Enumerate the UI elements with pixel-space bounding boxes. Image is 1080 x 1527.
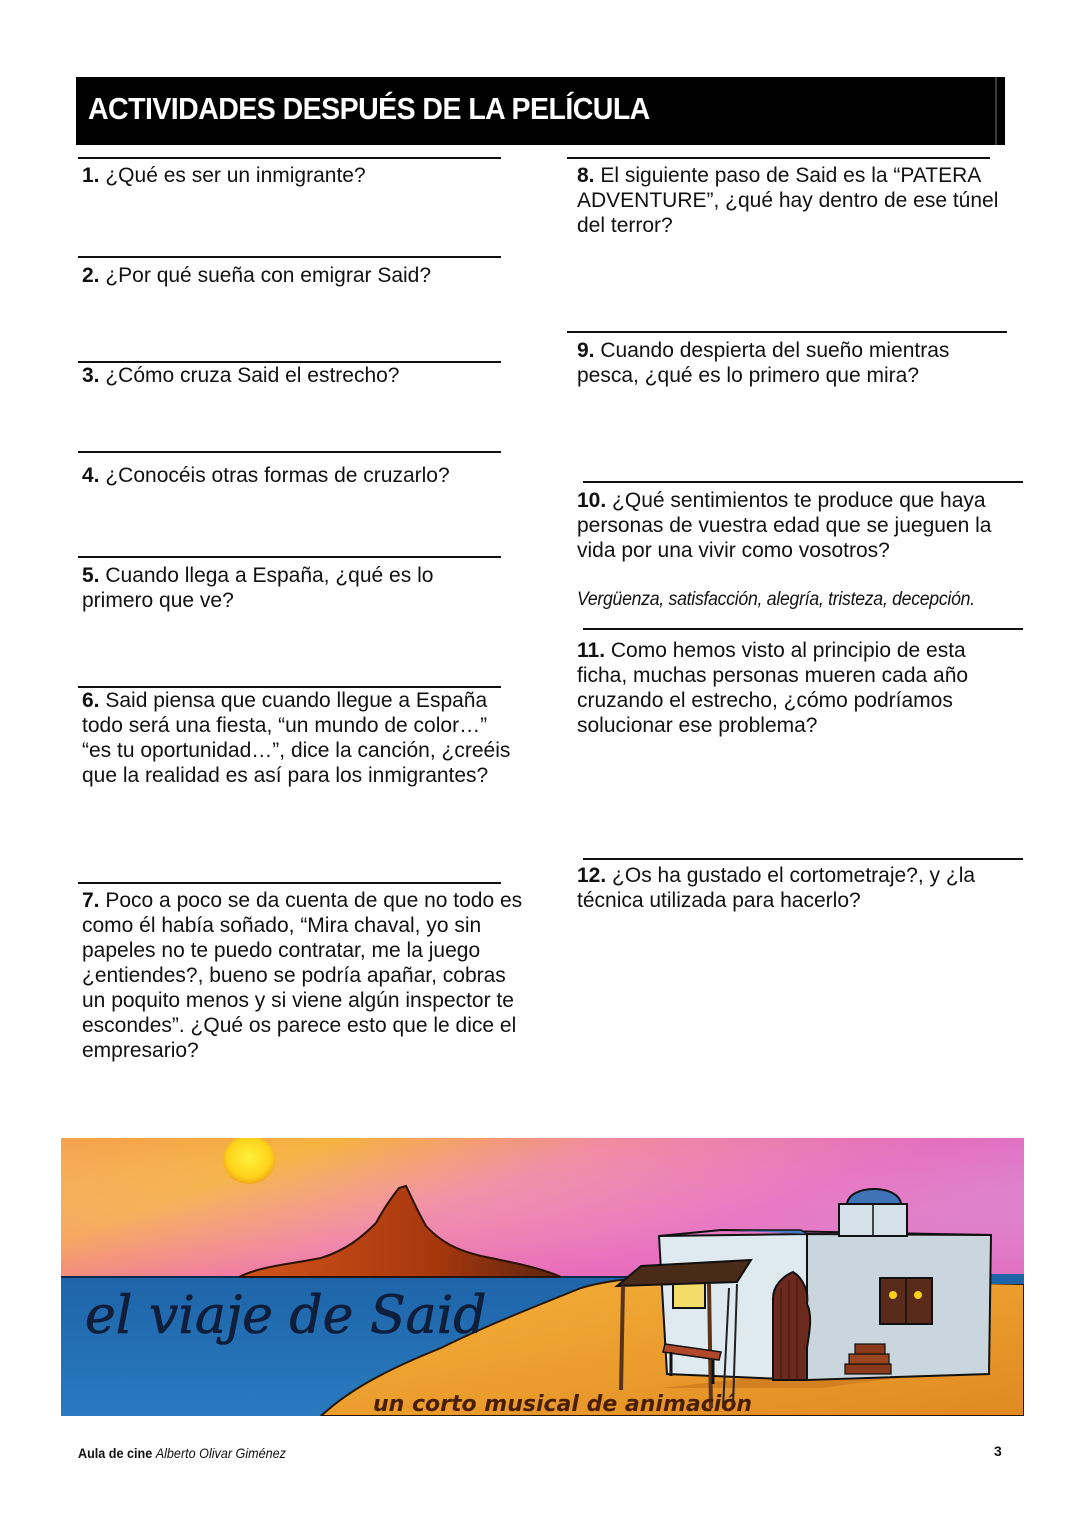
divider-q9 — [567, 331, 1007, 333]
section-header — [76, 77, 1005, 145]
question-12: 12. ¿Os ha gustado el cortometraje?, y ¿la técnica utilizada para hacerlo? — [577, 864, 976, 912]
footer-series: Aula de cine — [78, 1445, 153, 1461]
question-10: 10. ¿Qué sentimientos te produce que haya personas de vuestra edad que se jueguen la vida por una vivir como vosotros? Vergüenza, satisfacción, alegría, tristeza, decepción. — [577, 488, 1027, 612]
page-number: 3 — [994, 1443, 1002, 1459]
divider-q10 — [583, 481, 1023, 483]
section-title: ACTIVIDADES DESPUÉS DE LA PELÍCULA — [88, 91, 650, 126]
divider-q8 — [567, 157, 990, 159]
question-7: 7. Poco a poco se da cuenta de que no todo es como él había soñado, “Mira chaval, yo sin papeles no te puedo contratar, me la juego ¿entiendes?, bueno se podría apañar, cobras un poquito menos y si viene algún inspector te escondes”. ¿Qué os parece esto que le dice el empresario? — [82, 889, 523, 1062]
divider-q11 — [583, 628, 1023, 630]
banner-subtitle: un corto musical de animación — [373, 1392, 753, 1416]
question-11: 11. Como hemos visto al principio de esta ficha, muchas personas mueren cada año cruzando el estrecho, ¿cómo podríamos solucionar ese problema? — [577, 639, 969, 737]
footer-credit — [78, 1445, 286, 1461]
question-6: 6. Said piensa que cuando llegue a España todo será una fiesta, “un mundo de color…” “es tu oportunidad…”, dice la canción, ¿creéis que la realidad es así para los inmigrantes? — [82, 689, 511, 787]
house-door — [773, 1272, 810, 1380]
question-3: 3. ¿Cómo cruza Said el estrecho? — [82, 364, 400, 387]
question-2: 2. ¿Por qué sueña con emigrar Said? — [82, 264, 432, 287]
movie-banner-illustration — [61, 1138, 1024, 1416]
question-5: 5. Cuando llega a España, ¿qué es lo primero que ve? — [82, 564, 434, 612]
header-edge-divider — [995, 77, 997, 145]
sun-icon — [223, 1138, 275, 1184]
feelings-hint: Vergüenza, satisfacción, alegría, tristeza, decepción. — [577, 589, 975, 610]
divider-q5 — [78, 556, 501, 558]
divider-q12 — [583, 858, 1023, 860]
divider-q4 — [78, 451, 501, 453]
banner-title: el viaje de Said — [85, 1286, 487, 1346]
divider-q2 — [78, 256, 501, 258]
question-1: 1. ¿Qué es ser un inmigrante? — [82, 164, 366, 187]
question-4: 4. ¿Conocéis otras formas de cruzarlo? — [82, 464, 450, 487]
divider-q7 — [78, 882, 501, 884]
question-9: 9. Cuando despierta del sueño mientras pesca, ¿qué es lo primero que mira? — [577, 339, 950, 387]
divider-q1 — [78, 157, 501, 159]
question-8: 8. El siguiente paso de Said es la “PATERA ADVENTURE”, ¿qué hay dentro de ese túnel del terror? — [577, 164, 999, 237]
footer-author: Alberto Olivar Giménez — [155, 1445, 286, 1461]
